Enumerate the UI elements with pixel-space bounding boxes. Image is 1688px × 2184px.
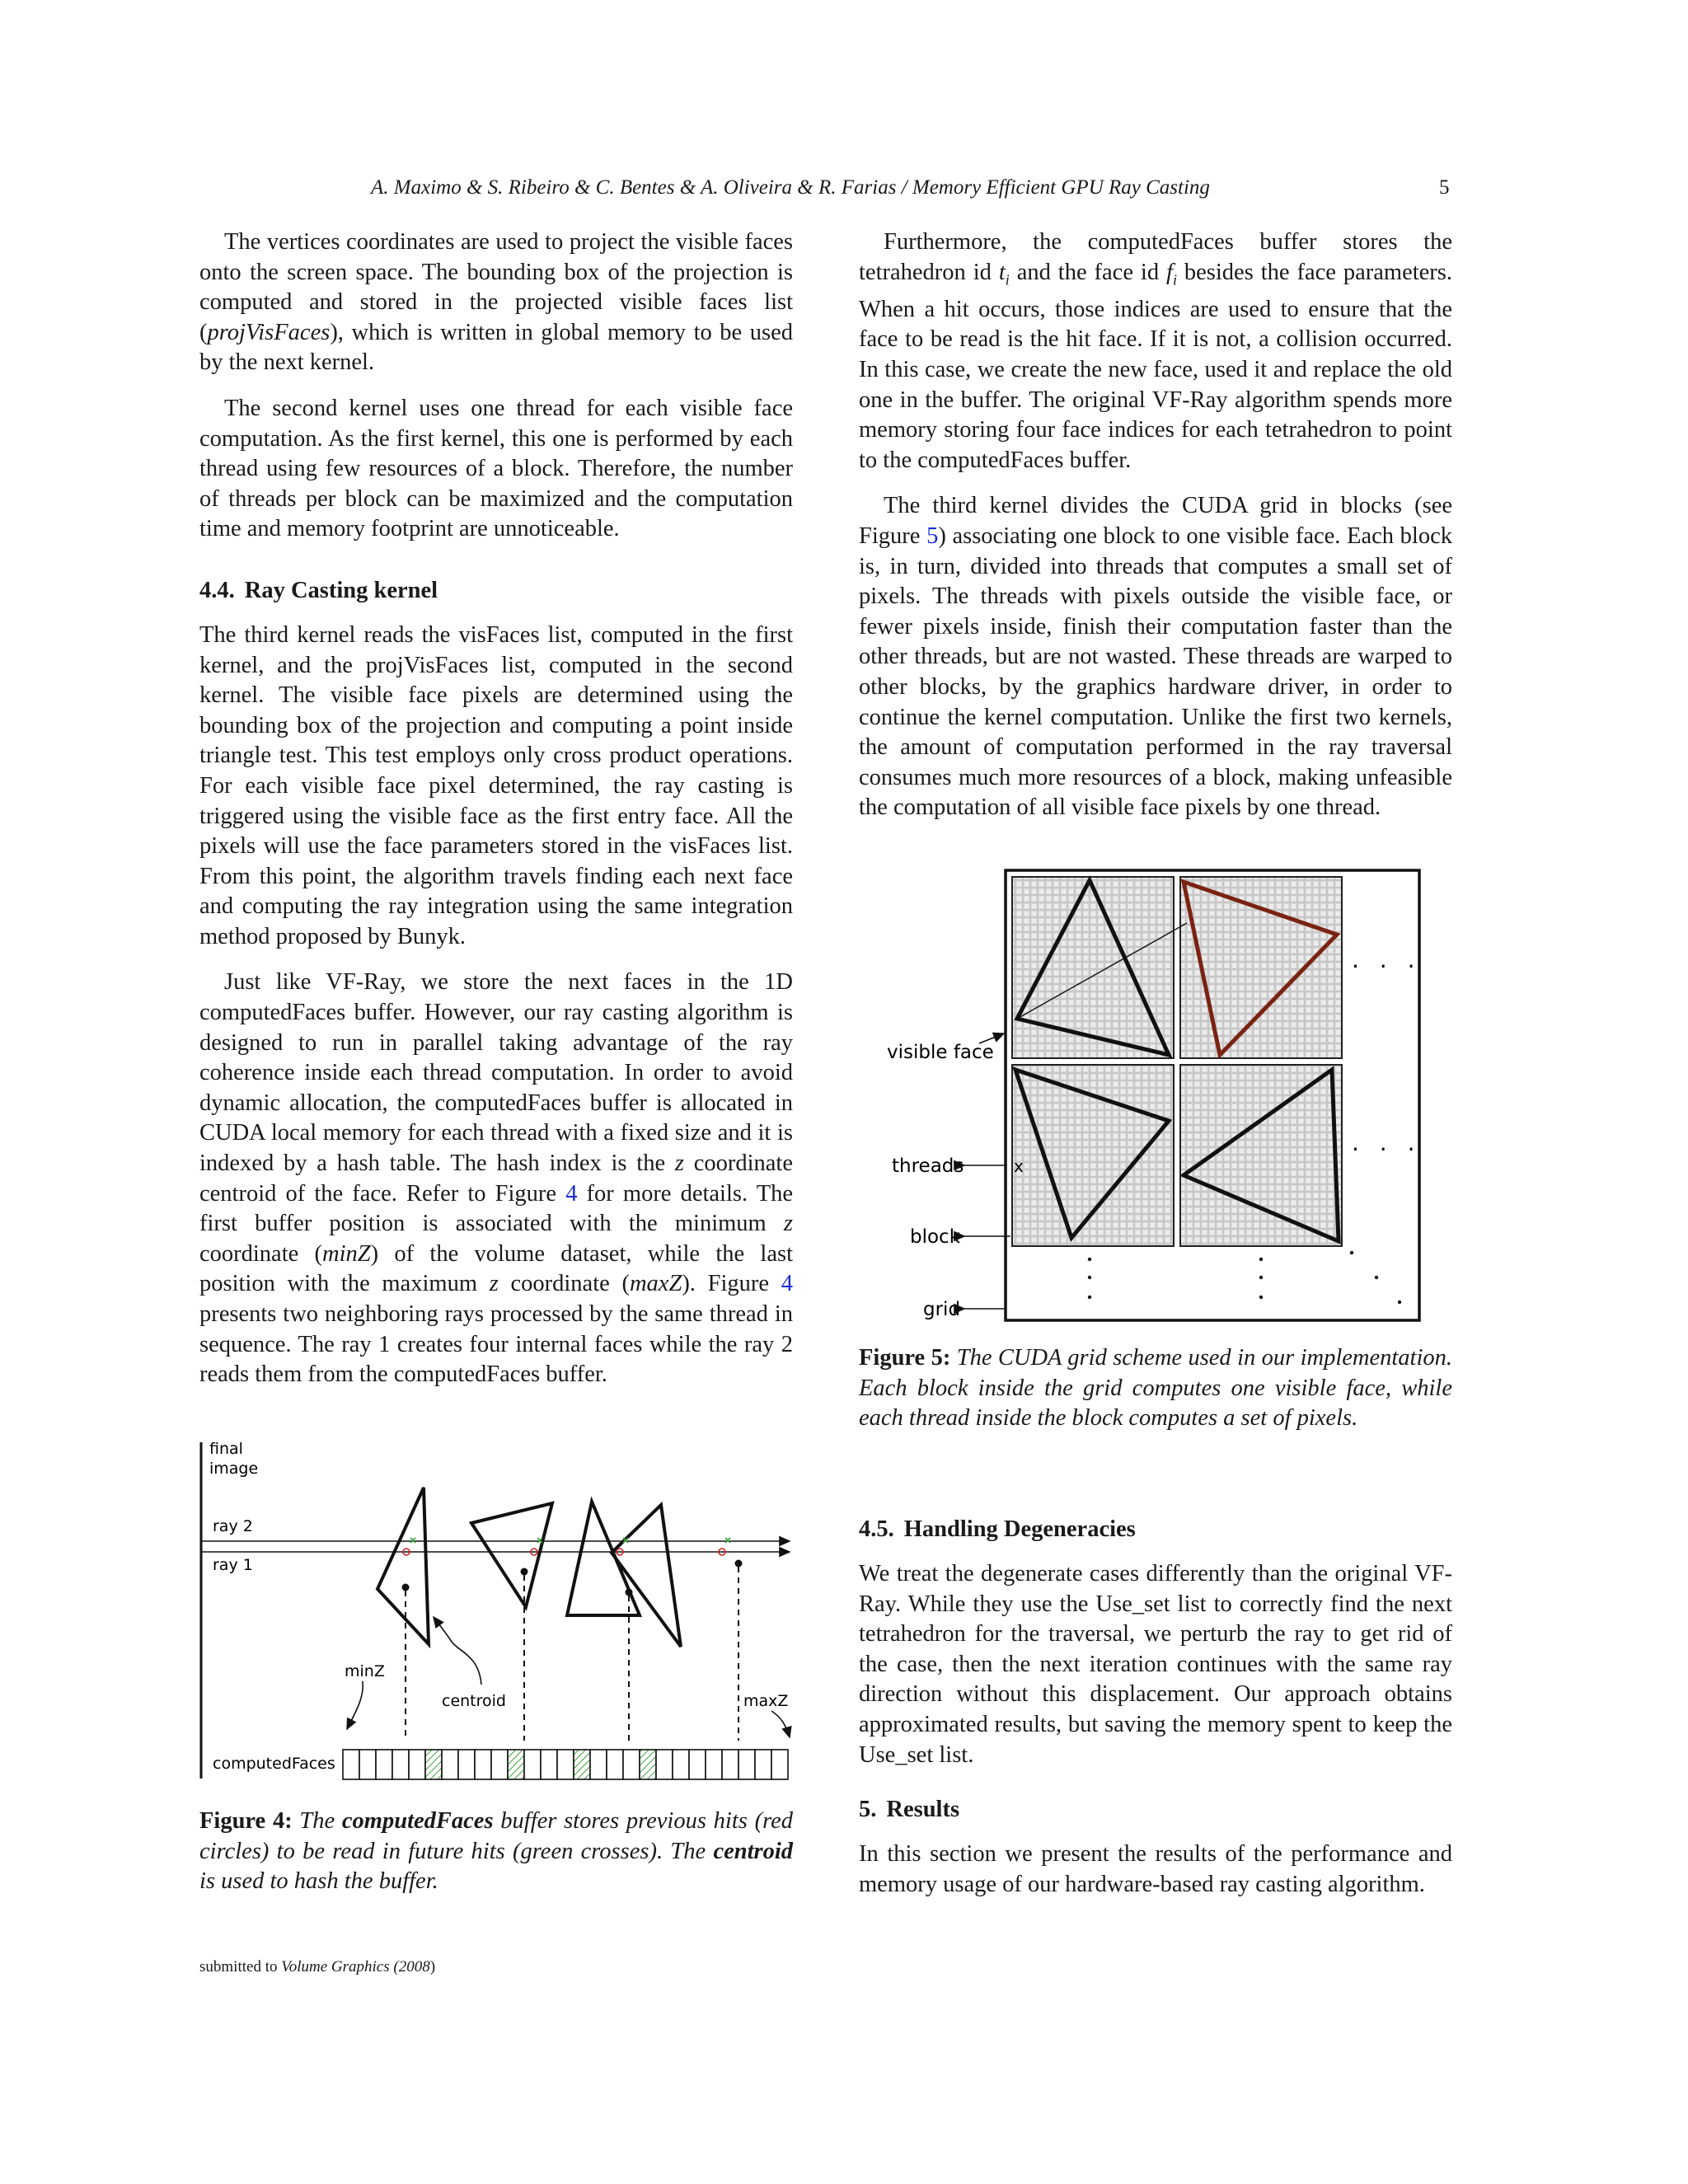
block xyxy=(1180,1065,1342,1246)
tetra-face xyxy=(377,1488,429,1644)
buffer-cell xyxy=(771,1750,788,1779)
thread-cell-mark: x xyxy=(1014,1156,1024,1176)
figure-5-caption: Figure 5: The CUDA grid scheme used in our implementation. Each block inside the grid computes one visible face, while each thread inside the block computes a set of pixels. xyxy=(859,1345,1453,1432)
paragraph: In this section we present the results of the performance and memory usage of our hardware-based ray casting algorithm. xyxy=(859,1841,1452,1897)
buffer-cell-filled xyxy=(425,1750,442,1779)
tetra-face xyxy=(471,1503,552,1607)
buffer-cell-filled xyxy=(574,1750,590,1779)
vertical-ellipsis xyxy=(1088,1251,1401,1304)
right-column-lower xyxy=(859,1515,1452,1915)
figure-4-link[interactable]: 4 xyxy=(565,1180,578,1207)
buffer-cell xyxy=(475,1750,491,1779)
figure-5-diagram xyxy=(882,865,1434,1327)
paragraph: The second kernel uses one thread for each visible face computation. As the first kernel, this one is performed by each thread using few resources of a block. Therefore, the number of threads per block can be maximized and the computation time and memory footprint are unnoticeable. xyxy=(199,395,793,542)
paragraph: The third kernel reads the visFaces list, computed in the first kernel, and the projVisFaces list, computed in the second kernel. The visible face pixels are determined using the bounding box of the projection and computing a point inside triangle test. This test employs only cross product operations. For each visible face pixel determined, the ray casting is triggered using the visible face as the first entry face. All the pixels will use the face parameters stored in the visFaces list. From this point, the algorithm travels finding each next face and computing the ray integration using the same integration method proposed by Bunyk. xyxy=(199,621,793,949)
paragraph: The vertices coordinates are used to project the visible faces onto the screen space. The bounding box of the projection is computed and stored in the projected visible faces list (projVisFaces), which is written in global memory to be used by the next kernel. xyxy=(199,229,793,376)
buffer-cell xyxy=(755,1750,771,1779)
future-hit-crosses xyxy=(410,1538,730,1543)
buffer-cell xyxy=(376,1750,392,1779)
section-heading: 5. Results xyxy=(859,1797,960,1823)
ellipsis-dots: . . . xyxy=(1352,946,1422,973)
figure-4-caption: Figure 4: The computedFaces buffer stores previous hits (red circles) to be read in future hits (green crosses). The centroid is used to hash the buffer. xyxy=(199,1808,794,1895)
ray-1-label: ray 1 xyxy=(213,1556,253,1574)
buffer-cell xyxy=(590,1750,607,1779)
block xyxy=(1012,1065,1174,1246)
centroid-callout xyxy=(434,1617,481,1685)
running-header xyxy=(0,171,1688,204)
footer: submitted to Volume Graphics (2008) xyxy=(199,1958,436,1975)
buffer-cell xyxy=(623,1750,640,1779)
figure-5-link[interactable]: 5 xyxy=(926,523,939,550)
buffer-cell xyxy=(491,1750,508,1779)
buffer-cell-filled xyxy=(640,1750,656,1779)
buffer-cell xyxy=(557,1750,574,1779)
buffer-cell xyxy=(359,1750,376,1779)
maxz-label: maxZ xyxy=(743,1692,789,1710)
paragraph: Furthermore, the computedFaces buffer stores the tetrahedron id $t_i$ and the face id $f_i$ besides the face parameters. When a hit occurs, those indices are used to ensure that the face to be read is the hit face. If it is not, a collision occurred. In this case, we create the new face, used it and replace the old one in the buffer. The original VF-Ray algorithm spends more memory storing four face indices for each tetrahedron to point to the computedFaces buffer. xyxy=(859,229,1452,473)
buffer-cell xyxy=(689,1750,706,1779)
paragraph: Just like VF-Ray, we store the next faces in the 1D computedFaces buffer. However, our ray casting algorithm is designed to run in parallel taking advantage of the ray coherence inside each thread computation. In order to avoid dynamic allocation, the computedFaces buffer is allocated in CUDA local memory for each thread with a fixed size and it is indexed by a hash table. The hash index is the z coordinate centroid of the face. Refer to Figure 4 for more details. The first buffer position is associated with the minimum z coordinate (minZ) of the volume dataset, while the last position with the maximum z coordinate (maxZ). Figure 4 presents two neighboring rays processed by the same thread in sequence. The ray 1 creates four internal faces while the ray 2 reads them from the computedFaces buffer. xyxy=(199,969,794,1388)
buffer-cell xyxy=(656,1750,673,1779)
page-number: 5 xyxy=(1439,176,1450,199)
buffer-cell xyxy=(392,1750,409,1779)
grid-label: grid xyxy=(923,1299,961,1320)
minz-arrow xyxy=(347,1681,363,1729)
buffer-cell xyxy=(524,1750,541,1779)
minz-label: minZ xyxy=(345,1662,385,1680)
computedfaces-label: computedFaces xyxy=(213,1755,335,1773)
buffer-cell xyxy=(607,1750,623,1779)
buffer-cell-filled xyxy=(508,1750,524,1779)
buffer-cell xyxy=(738,1750,755,1779)
section-heading: 4.5. Handling Degeneracies xyxy=(859,1516,1136,1542)
buffer-cell xyxy=(343,1750,359,1779)
ellipsis-dots: . . . xyxy=(1352,1129,1422,1156)
ray-2-label: ray 2 xyxy=(213,1517,253,1535)
block xyxy=(1012,877,1174,1058)
section-heading: 4.4. Ray Casting kernel xyxy=(199,577,438,603)
buffer-cell xyxy=(409,1750,425,1779)
buffer-cell xyxy=(706,1750,722,1779)
paragraph: We treat the degenerate cases differently than the original VF-Ray. While they use the Use_set list to correctly find the next tetrahedron for the traversal, we perturb the ray to get rid of the case, then the next iteration continues with the same ray direction without this displacement. Our approach obtains approximated results, but saving the memory spent to keep the Use_set list. xyxy=(859,1561,1452,1768)
buffer-cell xyxy=(722,1750,738,1779)
figure-4-diagram xyxy=(195,1434,804,1788)
buffer-cell xyxy=(442,1750,458,1779)
threads-label: threads xyxy=(892,1155,964,1177)
right-column xyxy=(859,227,1452,839)
buffer-cell xyxy=(541,1750,557,1779)
maxz-arrow xyxy=(771,1711,790,1737)
computedfaces-buffer xyxy=(343,1750,788,1779)
final-image-label: final xyxy=(209,1440,243,1458)
left-column xyxy=(199,227,793,1406)
figure-4-link[interactable]: 4 xyxy=(781,1271,793,1297)
buffer-cell xyxy=(673,1750,689,1779)
buffer-cell xyxy=(458,1750,475,1779)
running-title: A. Maximo & S. Ribeiro & C. Bentes & A. Oliveira & R. Farias / Memory Efficient GPU Ray Casting xyxy=(371,176,1210,199)
paragraph: The third kernel divides the CUDA grid in blocks (see Figure 5) associating one block to one visible face. Each block is, in turn, divided into threads that computes a small set of pixels. The threads with pixels outside the visible face, or fewer pixels inside, finish their computation faster than the other threads, but are not wasted. These threads are warped to other blocks, by the graphics hardware driver, in order to continue the kernel computation. Unlike the first two kernels, the amount of computation performed in the ray traversal consumes much more resources of a block, making unfeasible the computation of all visible face pixels by one thread. xyxy=(859,493,1452,821)
final-image-label: image xyxy=(209,1460,259,1478)
block xyxy=(1180,877,1342,1058)
visible-face-label: visible face xyxy=(887,1042,994,1063)
block-label: block xyxy=(910,1226,961,1248)
centroid-label: centroid xyxy=(442,1692,506,1710)
